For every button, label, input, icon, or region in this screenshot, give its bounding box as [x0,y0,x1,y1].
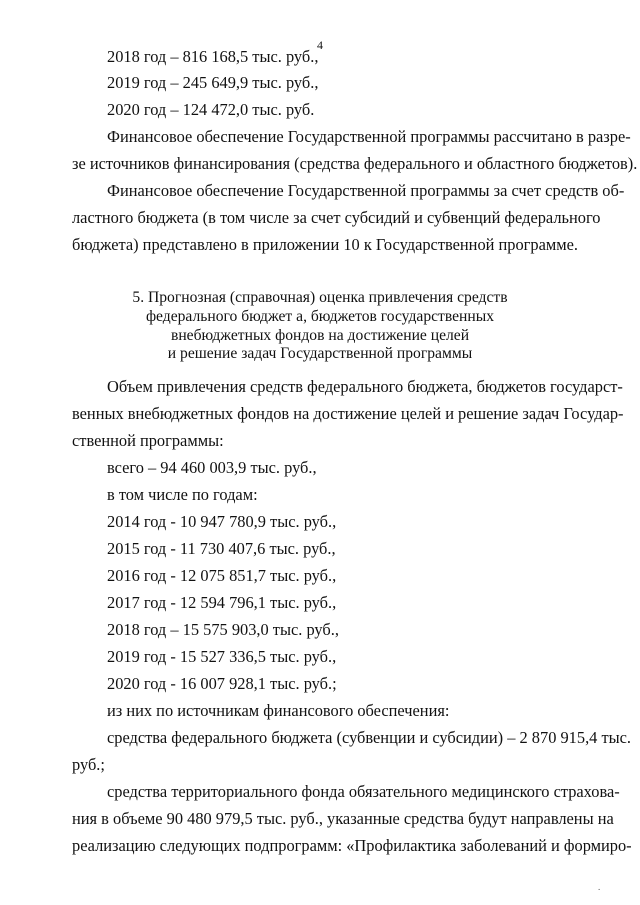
by-years-label: в том числе по годам: [107,485,258,504]
total-line: всего – 94 460 003,9 тыс. руб., [107,458,317,477]
heading-line: федерального бюджет а, бюджетов государственных [145,308,495,325]
heading-line: и решение задач Государственной программы [167,345,473,362]
paragraph-line: ственной программы: [72,431,224,450]
year-line: 2019 год - 15 527 336,5 тыс. руб., [107,647,337,666]
paragraph-line: зе источников финансирования (средства федерального и областного бюджетов). [72,154,638,173]
paragraph-line: Объем привлечения средств федерального бюджета, бюджетов государст- [107,377,623,396]
paragraph-line: средства территориального фонда обязательного медицинского страхова- [107,782,620,801]
paragraph-line: Финансовое обеспечение Государственной программы рассчитано в разре- [107,127,631,146]
scan-mark: . [598,882,601,892]
year-line: 2016 год - 12 075 851,7 тыс. руб., [107,566,337,585]
year-line: 2015 год - 11 730 407,6 тыс. руб., [107,539,336,558]
paragraph-line: ластного бюджета (в том числе за счет субсидий и субвенций федерального [72,208,601,227]
heading-line: внебюджетных фондов на достижение целей [170,327,470,344]
paragraph-line: бюджета) представлено в приложении 10 к Государственной программе. [72,235,578,254]
paragraph-line: ния в объеме 90 480 979,5 тыс. руб., указанные средства будут направлены на [72,809,614,828]
paragraph-line: реализацию следующих подпрограмм: «Профилактика заболеваний и формиро- [72,836,632,855]
year-line: 2018 год – 816 168,5 тыс. руб., [107,47,319,66]
page-number: 4 [317,38,323,52]
sources-label: из них по источникам финансового обеспечения: [107,701,450,720]
year-line: 2014 год - 10 947 780,9 тыс. руб., [107,512,337,531]
paragraph-line: средства федерального бюджета (субвенции и субсидии) – 2 870 915,4 тыс. [107,728,632,747]
paragraph-line: Финансовое обеспечение Государственной программы за счет средств об- [107,181,625,200]
paragraph-line: руб.; [72,755,105,774]
heading-line: 5. Прогнозная (справочная) оценка привлечения средств [132,289,508,306]
year-line: 2020 год - 16 007 928,1 тыс. руб.; [107,674,337,693]
paragraph-line: венных внебюджетных фондов на достижение целей и решение задач Государ- [72,404,624,423]
year-line: 2017 год - 12 594 796,1 тыс. руб., [107,593,337,612]
year-line: 2018 год – 15 575 903,0 тыс. руб., [107,620,339,639]
year-line: 2019 год – 245 649,9 тыс. руб., [107,73,319,92]
year-line: 2020 год – 124 472,0 тыс. руб. [107,100,315,119]
